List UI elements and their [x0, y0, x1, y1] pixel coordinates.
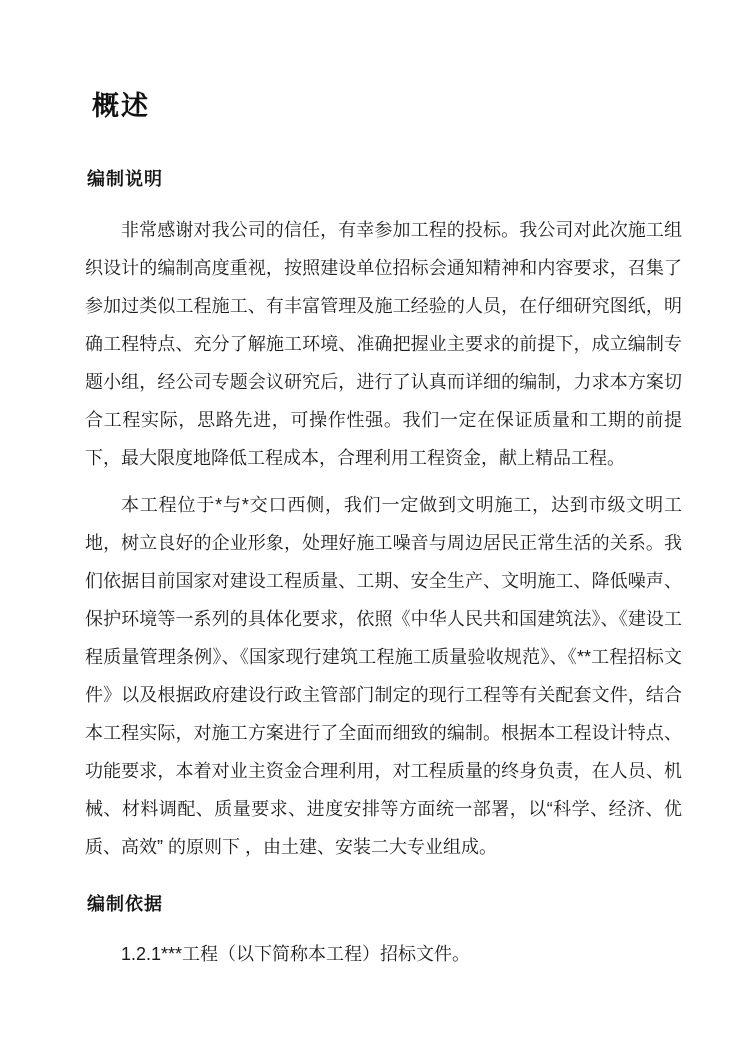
- paragraph-compilation-basis-1: 1.2.1***工程（以下简称本工程）招标文件。: [121, 944, 471, 964]
- document-content: [0, 90, 744, 973]
- paragraph-compilation-notes-2: 本工程位于*与*交口西侧，我们一定做到文明施工，达到市级文明工地，树立良好的企业形象，处理好施工噪音与周边居民正常生活的关系。我们依据目前国家对建设工程质量、工期、安全生产、文明施工、降低噪声、保护环境等一系列的具体化要求，依照《中华人民共和国建筑法》、《建设工程质量管理条例》、《国家现行建筑工程施工质量验收规范》、《**工程招标文件》以及根据政府建设行政主管部门制定的现行工程等有关配套文件，结合本工程实际，对施工方案进行了全面而细致的编制。根据本工程设计特点、功能要求，本着对业主资金合理利用，对工程质量的终身负责，在人员、机械、材料调配、质量要求、进度安排等方面统一部署，以“科学、经济、优质、高效” 的原则下 ，由土建、安装二大专业组成。: [85, 495, 682, 857]
- paragraph-compilation-notes-1: 非常感谢对我公司的信任，有幸参加工程的投标。我公司对此次施工组织设计的编制高度重视，按照建设单位招标会通知精神和内容要求，召集了参加过类似工程施工、有丰富管理及施工经验的人员，在仔细研究图纸，明确工程特点、充分了解施工环境、准确把握业主要求的前提下，成立编制专题小组，经公司专题会议研究后，进行了认真而详细的编制，力求本方案切合工程实际，思路先进，可操作性强。我们一定在保证质量和工期的前提下，最大限度地降低工程成本，合理利用工程资金，献上精品工程。: [85, 220, 682, 468]
- section-heading-compilation-notes: 编制说明: [87, 169, 163, 189]
- document-title: 概述: [92, 91, 150, 121]
- section-heading-compilation-basis: 编制依据: [87, 894, 163, 914]
